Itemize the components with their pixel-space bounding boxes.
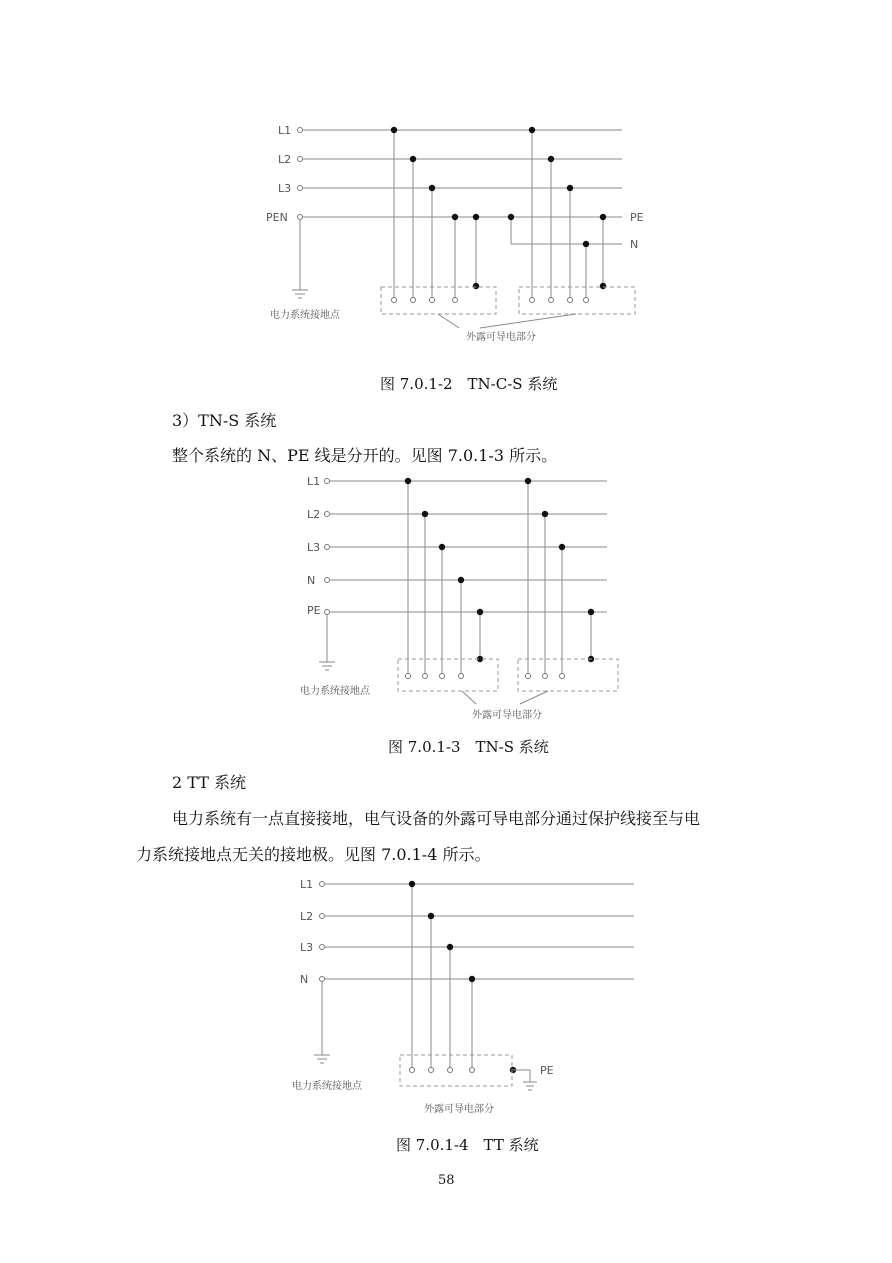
paragraph-tn-s: 整个系统的 N、PE 线是分开的。见图 7.0.1-3 所示。 [172, 446, 558, 465]
ground-point-label: 电力系统接地点 [300, 686, 370, 697]
label-l3: L3 [278, 182, 292, 195]
label-l3: L3 [307, 541, 321, 554]
ground-point-label: 电力系统接地点 [292, 1081, 362, 1092]
drop-wires [412, 884, 472, 1068]
figure-tn-s-diagram [0, 470, 892, 732]
junction-dots [405, 478, 594, 662]
label-n: N [300, 973, 309, 986]
page-number: 58 [438, 1173, 455, 1188]
label-n: N [630, 238, 639, 251]
exposed-parts-label: 外露可导电部分 [424, 1104, 494, 1115]
pe-ground-symbol [513, 1070, 537, 1090]
section-heading-tn-s: 3）TN-S 系统 [172, 411, 277, 430]
equipment-box [400, 1055, 512, 1086]
figure-caption-tn-s: 图 7.0.1-3 TN-S 系统 [388, 738, 549, 756]
equipment-boxes [398, 659, 618, 704]
label-l1: L1 [278, 124, 292, 137]
ground-symbol [319, 615, 335, 670]
label-pe: PE [540, 1064, 554, 1077]
label-pen: PEN [266, 211, 288, 224]
label-l2: L2 [300, 910, 314, 923]
figure-caption-tt: 图 7.0.1-4 TT 系统 [396, 1136, 539, 1154]
label-pe: PE [307, 604, 321, 617]
label-pe: PE [630, 211, 644, 224]
drop-wires [394, 130, 603, 298]
junction-dots [391, 127, 606, 289]
figure-tt-diagram [0, 872, 892, 1122]
conductor-lines [298, 128, 623, 245]
ground-symbol [292, 220, 308, 298]
label-l1: L1 [307, 475, 321, 488]
drop-wires [408, 481, 591, 674]
ground-symbol [314, 982, 330, 1063]
equipment-boxes [381, 287, 635, 328]
exposed-parts-label: 外露可导电部分 [466, 332, 536, 343]
exposed-parts-label: 外露可导电部分 [472, 710, 542, 721]
label-l3: L3 [300, 941, 314, 954]
junction-dots [409, 881, 516, 1073]
label-l2: L2 [307, 508, 321, 521]
figure-caption-tn-c-s: 图 7.0.1-2 TN-C-S 系统 [380, 375, 558, 393]
paragraph-tt-line2: 力系统接地点无关的接地极。见图 7.0.1-4 所示。 [136, 845, 491, 864]
label-l1: L1 [300, 878, 314, 891]
label-n: N [307, 574, 316, 587]
conductor-lines [320, 882, 635, 982]
ground-point-label: 电力系统接地点 [270, 310, 340, 321]
section-heading-tt: 2 TT 系统 [172, 773, 246, 792]
figure-tn-c-s-diagram [0, 0, 892, 370]
label-l2: L2 [278, 153, 292, 166]
paragraph-tt-line1: 电力系统有一点直接接地，电气设备的外露可导电部分通过保护线接至与电 [172, 809, 701, 828]
